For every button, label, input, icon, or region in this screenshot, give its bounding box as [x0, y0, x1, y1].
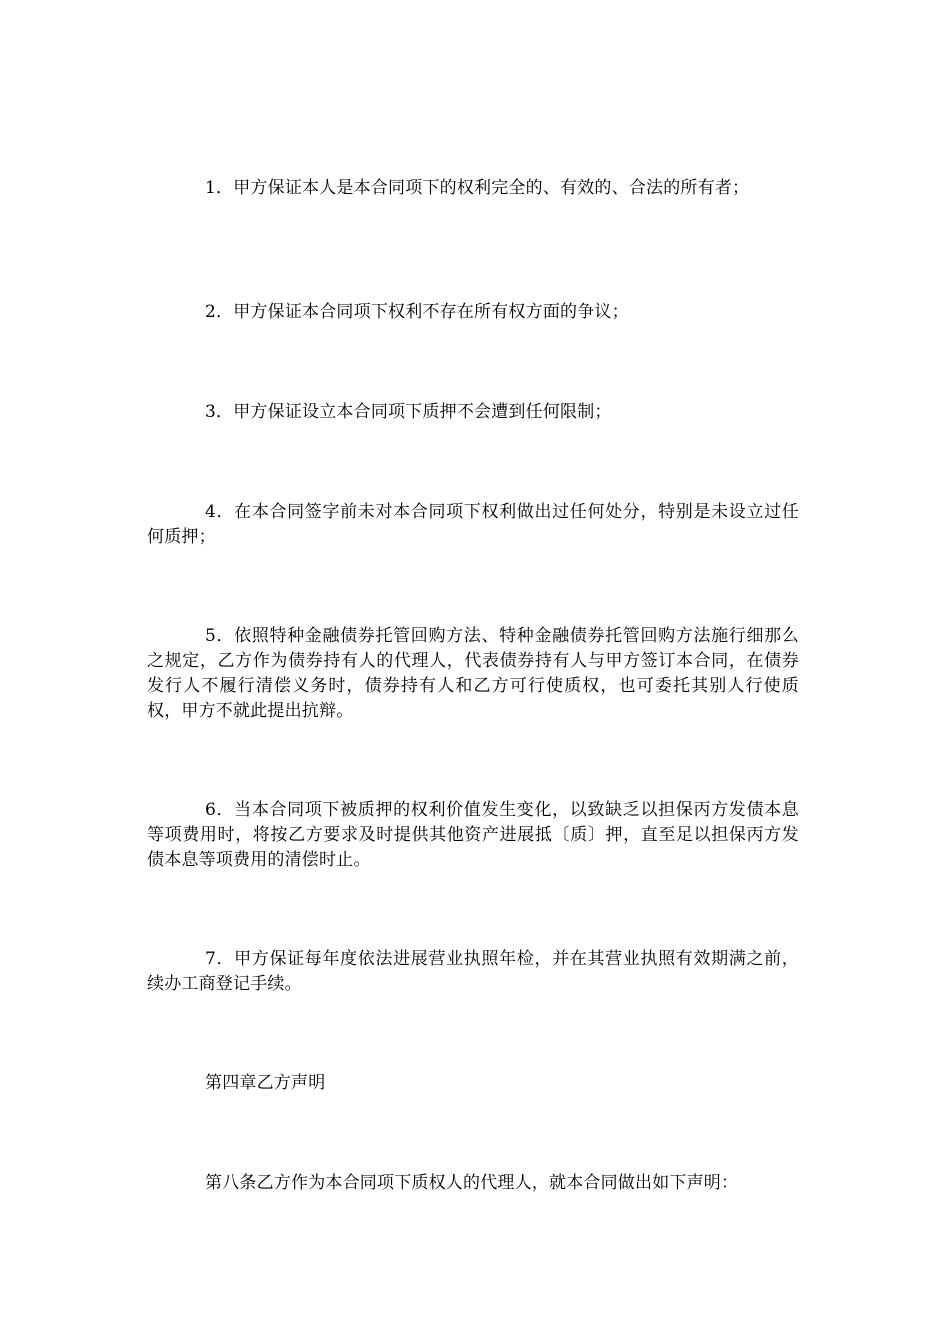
article-8-paragraph: 第八条乙方作为本合同项下质权人的代理人，就本合同做出如下声明： — [205, 1173, 739, 1193]
clause-1-paragraph: 1．甲方保证本人是本合同项下的权利完全的、有效的、合法的所有者； — [205, 178, 750, 198]
chapter-heading: 第四章乙方声明 — [205, 1073, 326, 1093]
clause-6-paragraph: 6．当本合同项下被质押的权利价值发生变化，以致缺乏以担保丙方发债本息等项费用时，将按乙方要求及时提供其他资产进展抵〔质〕押，直至足以担保丙方发债本息等项费用的清偿时止。 — [147, 800, 799, 870]
clause-4-paragraph: 4．在本合同签字前未对本合同项下权利做出过任何处分，特别是未设立过任何质押； — [147, 502, 799, 547]
clause-5-paragraph: 5．依照特种金融债券托管回购方法、特种金融债券托管回购方法施行细那么之规定，乙方作为债券持有人的代理人，代表债券持有人与甲方签订本合同，在债券发行人不履行清偿义务时，债券持有人和乙方可行使质权，也可委托其别人行使质权，甲方不就此提出抗辩。 — [147, 626, 799, 721]
clause-7-paragraph: 7．甲方保证每年度依法进展营业执照年检，并在其营业执照有效期满之前，续办工商登记手续。 — [147, 949, 799, 994]
clause-3-paragraph: 3．甲方保证设立本合同项下质押不会遭到任何限制； — [205, 402, 612, 422]
clause-2-paragraph: 2．甲方保证本合同项下权利不存在所有权方面的争议； — [205, 302, 629, 322]
